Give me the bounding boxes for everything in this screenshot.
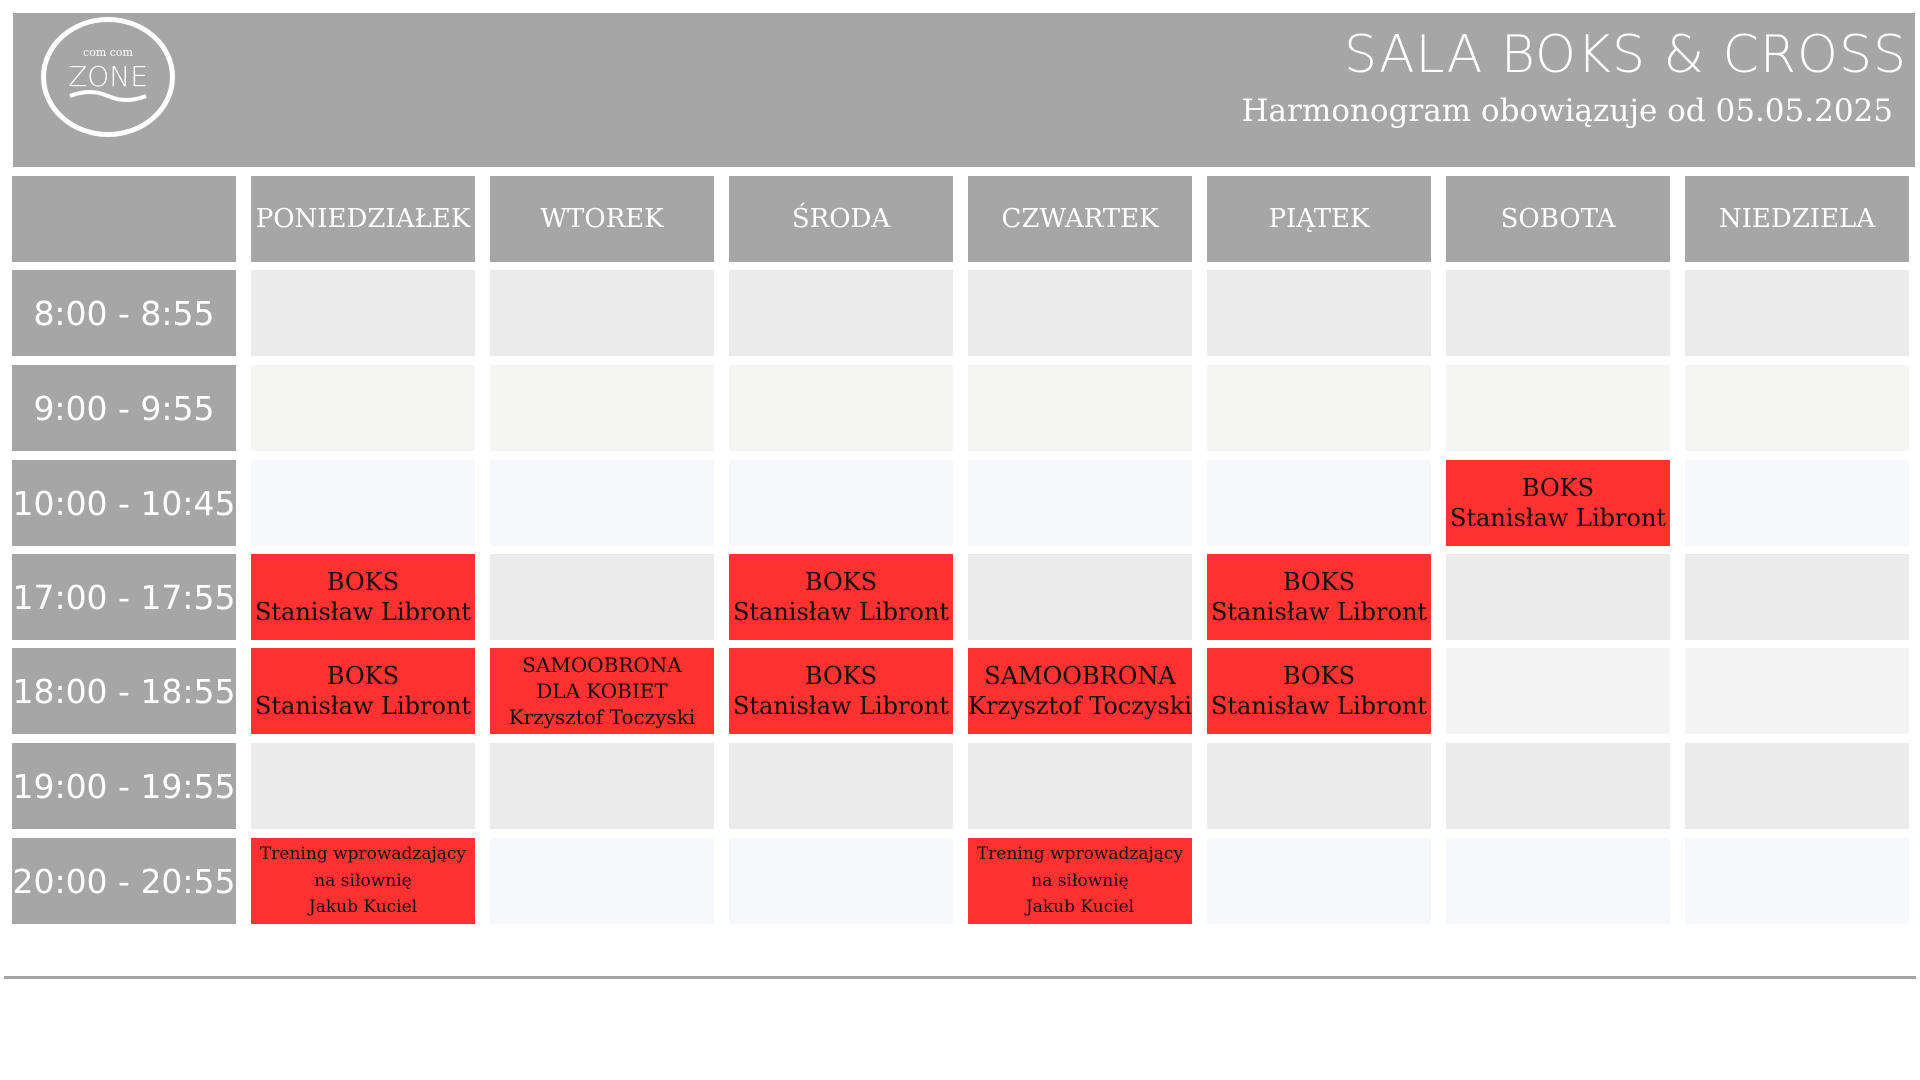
logo-main-text: ZONE <box>68 60 148 93</box>
empty-slot <box>251 270 475 356</box>
class-instructor: Stanisław Libront <box>1210 598 1428 626</box>
comcom-zone-logo <box>41 17 175 137</box>
day-header-label: PONIEDZIAŁEK <box>255 204 471 234</box>
time-slot-label <box>12 554 236 640</box>
empty-slot <box>251 743 475 829</box>
time-slot-label <box>12 838 236 924</box>
time-slot-label <box>12 365 236 451</box>
class-name: Trening wprowadzający <box>259 844 467 865</box>
class-entry[interactable] <box>490 648 714 734</box>
time-slot-label <box>12 648 236 734</box>
empty-slot <box>1446 743 1670 829</box>
empty-slot <box>1685 838 1909 924</box>
class-instructor: Stanisław Libront <box>732 692 950 720</box>
empty-slot <box>1446 648 1670 734</box>
empty-slot <box>968 460 1192 546</box>
class-entry[interactable] <box>251 554 475 640</box>
time-slot-label <box>12 743 236 829</box>
empty-slot <box>1446 270 1670 356</box>
page-title: SALA BOKS & CROSS <box>1344 25 1907 85</box>
class-instructor: Stanisław Libront <box>732 598 950 626</box>
empty-slot <box>968 270 1192 356</box>
empty-slot <box>251 365 475 451</box>
class-instructor: Stanisław Libront <box>1449 504 1667 532</box>
class-entry[interactable] <box>1446 460 1670 546</box>
class-name: na siłownię <box>314 870 412 891</box>
empty-slot <box>729 838 953 924</box>
class-instructor: Krzysztof Toczyski <box>508 705 696 729</box>
day-header <box>729 176 953 262</box>
day-header-label: WTOREK <box>540 204 664 234</box>
empty-slot <box>1685 648 1909 734</box>
empty-slot <box>1446 365 1670 451</box>
class-name: BOKS <box>1282 568 1356 596</box>
empty-slot <box>1207 743 1431 829</box>
empty-slot <box>1446 838 1670 924</box>
empty-slot <box>1685 270 1909 356</box>
page-subtitle: Harmonogram obowiązuje od 05.05.2025 <box>1241 93 1893 129</box>
class-name: na siłownię <box>1031 870 1129 891</box>
day-header-label: SOBOTA <box>1500 204 1616 234</box>
class-name: SAMOOBRONA <box>984 662 1176 690</box>
empty-slot <box>968 554 1192 640</box>
class-entry[interactable] <box>1207 648 1431 734</box>
day-header-label: CZWARTEK <box>1001 204 1159 234</box>
class-name: BOKS <box>326 568 400 596</box>
class-entry[interactable] <box>251 838 475 924</box>
class-instructor: Krzysztof Toczyski <box>968 692 1192 720</box>
logo-wave-icon <box>70 92 146 100</box>
empty-slot <box>1207 838 1431 924</box>
time-slot-text: 9:00 - 9:55 <box>33 388 215 428</box>
class-name: DLA KOBIET <box>536 679 668 703</box>
empty-slot <box>1685 743 1909 829</box>
empty-slot <box>490 554 714 640</box>
class-entry[interactable] <box>968 838 1192 924</box>
time-slot-text: 8:00 - 8:55 <box>33 293 215 333</box>
empty-slot <box>490 460 714 546</box>
day-header <box>490 176 714 262</box>
class-name: BOKS <box>1521 474 1595 502</box>
empty-slot <box>1207 270 1431 356</box>
bottom-divider <box>4 976 1916 979</box>
empty-slot <box>251 460 475 546</box>
empty-slot <box>490 838 714 924</box>
day-header <box>251 176 475 262</box>
class-instructor: Jakub Kuciel <box>1025 897 1135 918</box>
empty-slot <box>729 460 953 546</box>
empty-slot <box>1207 365 1431 451</box>
day-header <box>968 176 1192 262</box>
logo-graphic <box>46 22 170 132</box>
class-entry[interactable] <box>729 648 953 734</box>
day-header <box>1446 176 1670 262</box>
class-entry[interactable] <box>1207 554 1431 640</box>
class-entry[interactable] <box>729 554 953 640</box>
class-entry[interactable] <box>968 648 1192 734</box>
time-slot-label <box>12 270 236 356</box>
header-banner <box>13 13 1915 167</box>
empty-slot <box>729 365 953 451</box>
empty-slot <box>968 743 1192 829</box>
day-header <box>1685 176 1909 262</box>
empty-slot <box>1685 554 1909 640</box>
empty-slot <box>1685 460 1909 546</box>
empty-slot <box>1685 365 1909 451</box>
empty-slot <box>490 365 714 451</box>
empty-slot <box>729 743 953 829</box>
empty-slot <box>1446 554 1670 640</box>
class-entry[interactable] <box>251 648 475 734</box>
time-slot-label <box>12 460 236 546</box>
class-name: BOKS <box>804 662 878 690</box>
time-slot-text: 20:00 - 20:55 <box>12 861 236 901</box>
class-name: BOKS <box>804 568 878 596</box>
time-slot-text: 10:00 - 10:45 <box>12 483 236 523</box>
logo-small-text: com com <box>83 46 133 59</box>
day-header <box>1207 176 1431 262</box>
time-slot-text: 17:00 - 17:55 <box>12 577 236 617</box>
day-header-label: NIEDZIELA <box>1718 204 1876 234</box>
empty-slot <box>1207 460 1431 546</box>
class-instructor: Stanisław Libront <box>254 598 472 626</box>
class-name: Trening wprowadzający <box>976 844 1184 865</box>
grid-corner <box>12 176 236 262</box>
day-header-label: ŚRODA <box>791 204 891 234</box>
time-slot-text: 18:00 - 18:55 <box>12 671 236 711</box>
empty-slot <box>968 365 1192 451</box>
class-instructor: Stanisław Libront <box>1210 692 1428 720</box>
empty-slot <box>490 270 714 356</box>
day-header-label: PIĄTEK <box>1268 204 1370 234</box>
class-name: BOKS <box>326 662 400 690</box>
class-instructor: Stanisław Libront <box>254 692 472 720</box>
class-instructor: Jakub Kuciel <box>308 897 418 918</box>
class-name: BOKS <box>1282 662 1356 690</box>
class-name: SAMOOBRONA <box>522 653 682 677</box>
empty-slot <box>490 743 714 829</box>
empty-slot <box>729 270 953 356</box>
time-slot-text: 19:00 - 19:55 <box>12 766 236 806</box>
